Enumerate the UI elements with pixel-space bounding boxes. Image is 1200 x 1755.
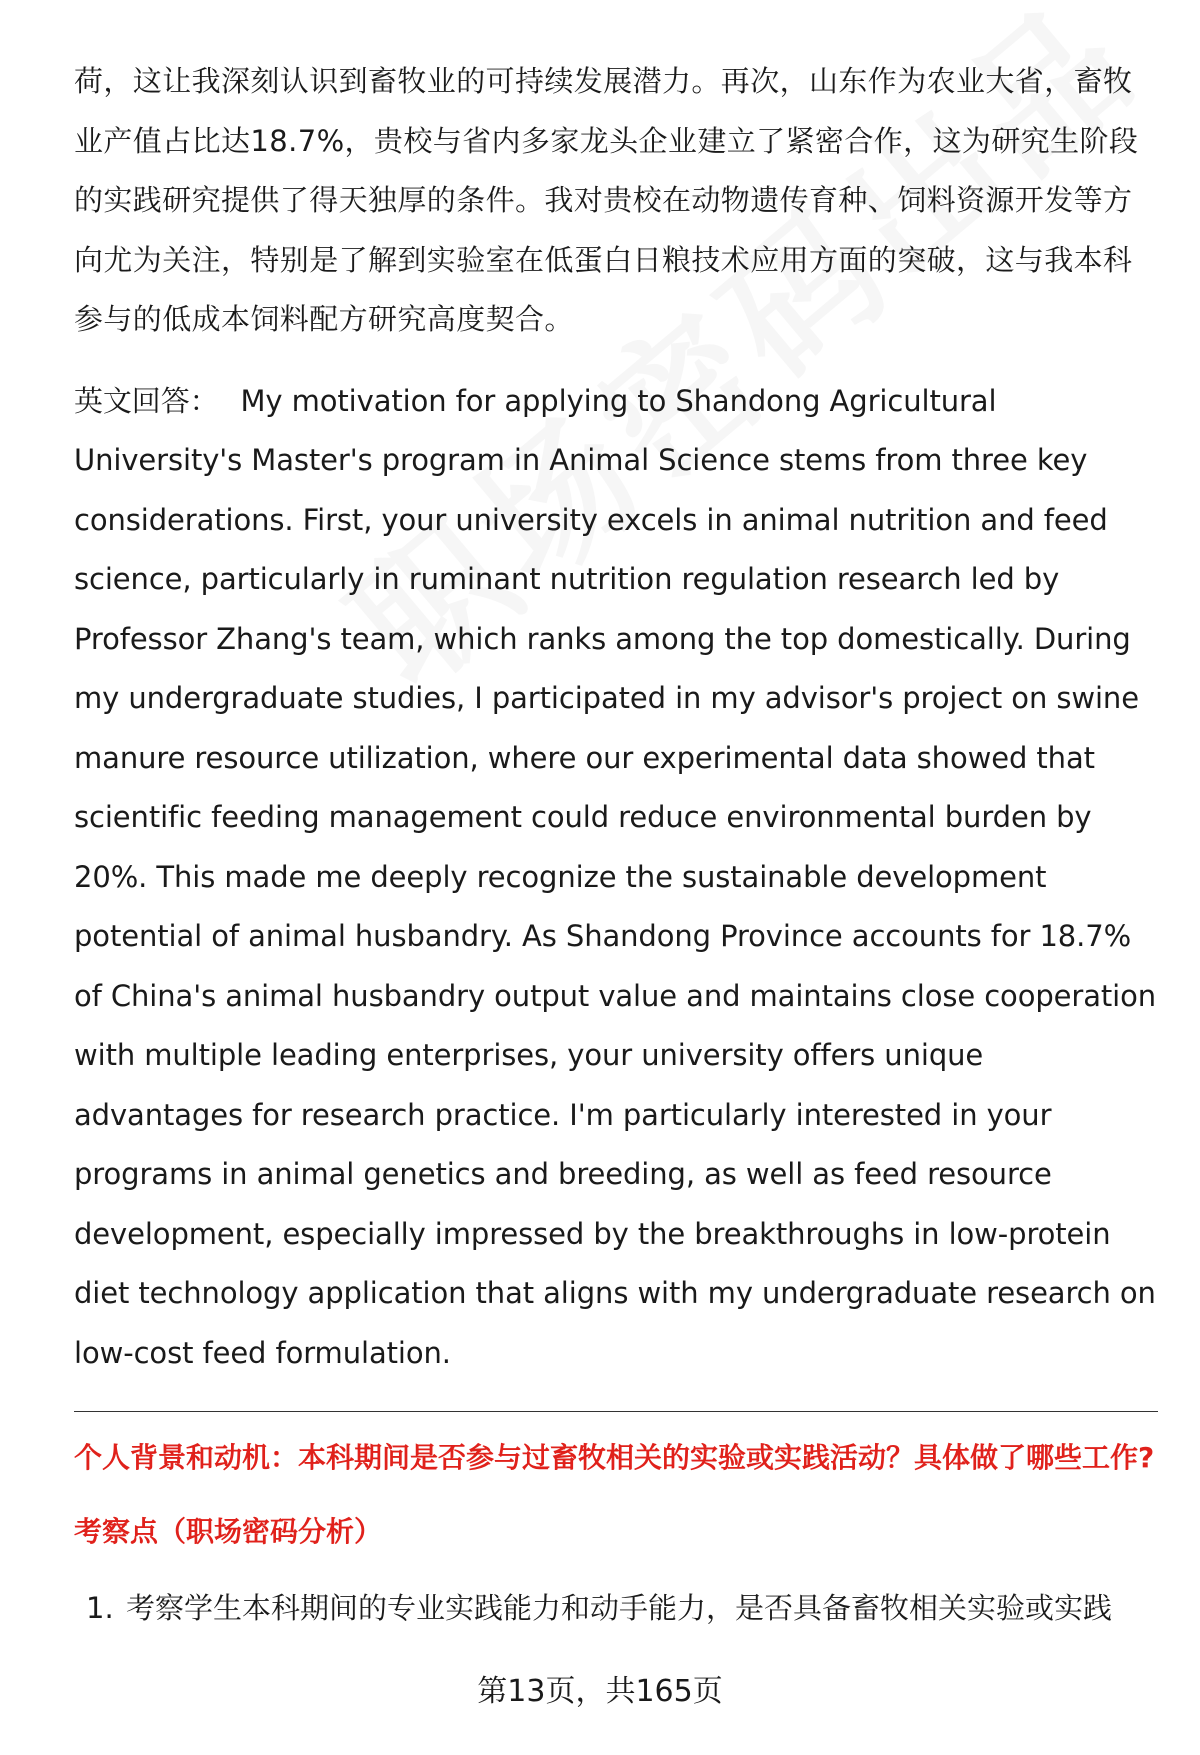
list-item-text: 考察学生本科期间的专业实践能力和动手能力，是否具备畜牧相关实验或实践 xyxy=(126,1591,1113,1625)
assessment-list xyxy=(74,1588,1158,1628)
page-footer: 第13页，共165页 xyxy=(477,1674,723,1709)
english-answer-label: 英文回答： xyxy=(74,383,219,418)
section-divider xyxy=(74,1411,1158,1412)
document-page xyxy=(74,52,1158,1628)
english-answer-paragraph xyxy=(74,372,1158,1384)
assessment-subheading: 考察点（职场密码分析） xyxy=(74,1515,383,1548)
chinese-answer-paragraph: 荷，这让我深刻认识到畜牧业的可持续发展潜力。再次，山东作为农业大省，畜牧业产值占比达18.7%，贵校与省内多家龙头企业建立了紧密合作，这为研究生阶段的实践研究提供了得天独厚的条件。我对贵校在动物遗传育种、饲料资源开发等方向尤为关注，特别是了解到实验室在低蛋白日粮技术应用方面的突破，这与我本科参与的低成本饲料配方研究高度契合。 xyxy=(74,64,1139,336)
list-item-number: 1. xyxy=(86,1591,114,1625)
question-heading: 个人背景和动机：本科期间是否参与过畜牧相关的实验或实践活动？具体做了哪些工作? xyxy=(74,1441,1155,1474)
english-answer-text: My motivation for applying to Shandong Agricultural University's Master's program in Animal Science stems from three key considerations. First, your university excels in animal nutrition and feed science, particularly in ruminant nutrition regulation research led by Professor Zhang's team, which ranks among the top domestically. During my undergraduate studies, I participated in my advisor's project on swine manure resource utilization, where our experimental data showed that scientific feeding management could reduce environmental burden by 20%. This made me deeply recognize the sustainable development potential of animal husbandry. As Shandong Province accounts for 18.7% of China's animal husbandry output value and maintains close cooperation with multiple leading enterprises, your university offers unique advantages for research practice. I'm particularly interested in your programs in animal genetics and breeding, as well as feed resource development, especially impressed by the breakthroughs in low-protein diet technology application that aligns with my undergraduate research on low-cost feed formulation. xyxy=(74,383,1157,1370)
list-item xyxy=(74,1588,1158,1628)
